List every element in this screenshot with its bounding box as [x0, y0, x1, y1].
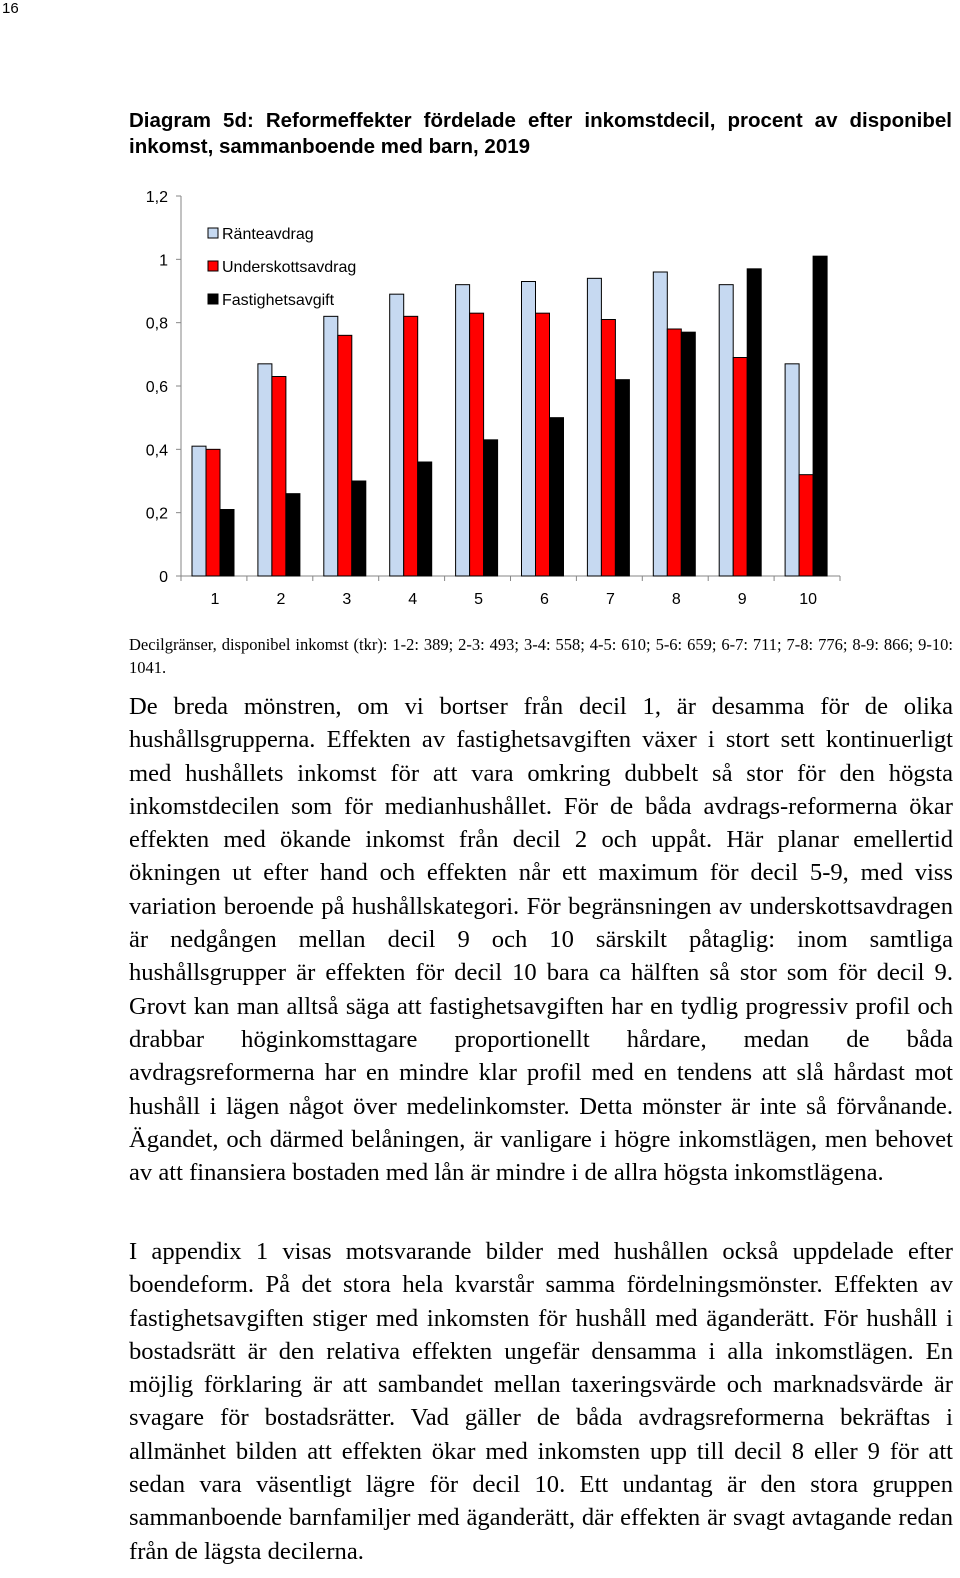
bar-ränteavdrag-4 [390, 294, 404, 576]
x-tick-label: 7 [605, 591, 615, 608]
legend-swatch [208, 294, 218, 304]
bar-fastighetsavgift-10 [813, 256, 827, 576]
legend-label: Ränteavdrag [222, 226, 314, 243]
x-tick-label: 1 [210, 591, 220, 608]
y-tick-label: 0 [159, 569, 168, 586]
bar-underskottsavdrag-3 [338, 335, 352, 576]
bar-underskottsavdrag-9 [733, 358, 747, 577]
x-tick-label: 6 [540, 591, 549, 608]
x-tick-label: 8 [671, 591, 681, 608]
bar-underskottsavdrag-1 [206, 449, 220, 576]
bar-underskottsavdrag-5 [470, 313, 484, 576]
x-tick-label: 9 [737, 591, 747, 608]
bar-ränteavdrag-1 [192, 446, 206, 576]
x-tick-label: 4 [408, 591, 418, 608]
bar-fastighetsavgift-3 [352, 481, 366, 576]
bar-fastighetsavgift-7 [615, 380, 629, 576]
bar-ränteavdrag-10 [785, 364, 799, 576]
bar-underskottsavdrag-8 [667, 329, 681, 576]
bar-ränteavdrag-7 [587, 278, 601, 576]
y-tick-label: 0,4 [145, 442, 168, 460]
bar-underskottsavdrag-10 [799, 475, 813, 576]
y-tick-label: 1,2 [145, 189, 168, 206]
bar-underskottsavdrag-4 [404, 316, 418, 576]
bar-fastighetsavgift-8 [681, 332, 695, 576]
bar-chart [0, 0, 960, 620]
x-tick-label: 5 [474, 591, 484, 608]
x-tick-label: 3 [342, 591, 352, 608]
bar-ränteavdrag-2 [258, 364, 272, 576]
page-number: 16 [2, 0, 19, 17]
legend-swatch [208, 261, 218, 271]
bar-fastighetsavgift-9 [747, 269, 761, 576]
x-tick-label: 10 [799, 591, 817, 608]
bar-ränteavdrag-3 [324, 316, 338, 576]
bar-ränteavdrag-5 [456, 285, 470, 576]
legend-label: Underskottsavdrag [222, 259, 357, 276]
legend-label: Fastighetsavgift [222, 292, 335, 309]
body-paragraph-2: I appendix 1 visas motsvarande bilder med hushållen också uppdelade efter boendeform. På det stora hela kvarstår samma fördelningsmönster. Effekten av fastighetsavgiften stiger med inkomsten för hushåll med äganderätt. För hushåll i bostadsrätt är den relativa effekten ungefär densamma i alla inkomstlägen. En möjlig förklaring är att sambandet mellan taxeringsvärde och marknadsvärde är svagare för bostadsrätter. Vad gäller de båda avdragsreformerna bekräftas i allmänhet bilden att effekten ökar med inkomsten upp till decil 8 eller 9 för att sedan vara väsentligt lägre för decil 10. Ett undantag är den stora gruppen sammanboende barnfamiljer med äganderätt, där effekten är svagt avtagande redan från de lägsta decilerna. [129, 1238, 953, 1565]
x-tick-label: 2 [276, 591, 286, 608]
bar-fastighetsavgift-4 [418, 462, 432, 576]
decile-boundaries-note: Decilgränser, disponibel inkomst (tkr): 1-2: 389; 2-3: 493; 3-4: 558; 4-5: 610; 5-6: 659; 6-7: 711; 7-8: 776; 8-9: 866; 9-10: 1041. [129, 635, 953, 677]
bar-ränteavdrag-6 [522, 282, 536, 577]
y-tick-label: 0,6 [145, 379, 168, 396]
bar-fastighetsavgift-2 [286, 494, 300, 576]
diagram-title: Diagram 5d: Reformeffekter fördelade efter inkomstdecil, procent av disponibel inkomst, sammanboende med barn, 2019 [129, 109, 952, 158]
bar-fastighetsavgift-5 [484, 440, 498, 576]
bar-underskottsavdrag-6 [536, 313, 550, 576]
bar-fastighetsavgift-1 [220, 510, 234, 577]
body-paragraph-1: De breda mönstren, om vi bortser från decil 1, är desamma för de olika hushållsgrupperna. Effekten av fastighetsavgiften växer i stort sett kontinuerligt med hushållets inkomst för att vara omkring dubbelt så stor för den högsta inkomstdecilen som för medianhushållet. För de båda avdrags-reformerna ökar effekten med ökande inkomst från decil 2 och uppåt. Här planar emellertid ökningen ut efter hand och effekten når ett maximum för decil 5-9, med viss variation beroende på hushållskategori. För begränsningen av underskottsavdragen är nedgången mellan decil 9 och 10 särskilt påtaglig: inom samtliga hushållsgrupper är effekten för decil 10 bara ca hälften så stor som för decil 9. Grovt kan man alltså säga att fastighetsavgiften har en tydlig progressiv profil och drabbar höginkomsttagare proportionellt hårdare, medan de båda avdragsreformerna har en mindre klar profil med en tendens att slå hårdast mot hushåll i lägen något över medelinkomster. Detta mönster är inte så förvånande. Ägandet, och därmed belåningen, är vanligare i högre inkomstlägen, men behovet av att finansiera bostaden med lån är mindre i de allra högsta inkomstlägena. [129, 693, 953, 1187]
bar-underskottsavdrag-7 [601, 320, 615, 577]
bar-ränteavdrag-8 [653, 272, 667, 576]
bar-ränteavdrag-9 [719, 285, 733, 576]
bar-fastighetsavgift-6 [550, 418, 564, 576]
bar-underskottsavdrag-2 [272, 377, 286, 577]
y-tick-label: 1 [159, 252, 168, 270]
y-tick-label: 0,8 [145, 315, 168, 333]
y-tick-label: 0,2 [145, 505, 168, 523]
legend-swatch [208, 228, 218, 238]
